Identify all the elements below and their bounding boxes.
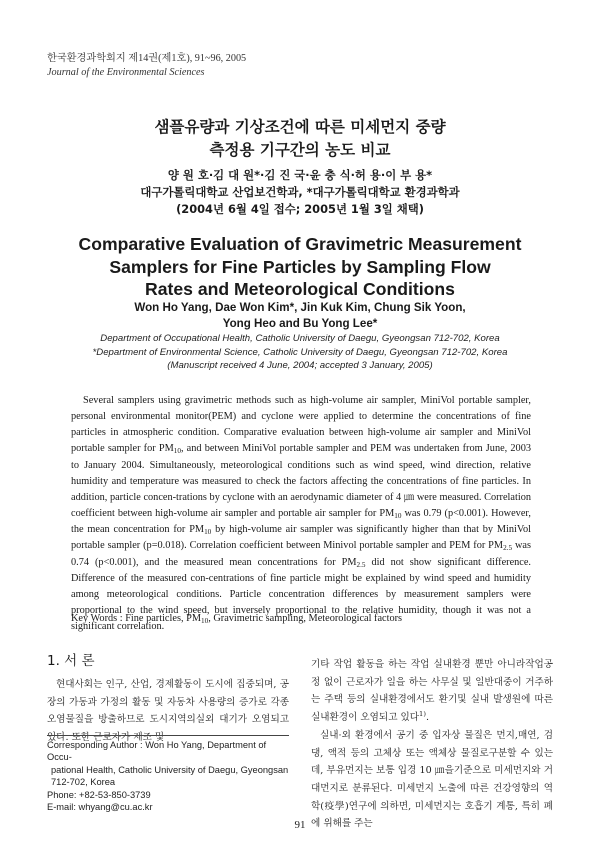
body-text: 실내·외 환경에서 공기 중 입자상 물질은 먼지, (320, 729, 518, 741)
abstract-text: did not show significant difference. Difference of the measured con- (71, 556, 532, 584)
correspondence-email: E-mail: whyang@cu.ac.kr (47, 802, 153, 813)
abstract-text: PM (189, 524, 205, 536)
affiliation-dept1: Department of Occupational Health, Catholic University of Daegu, Gyeongsan 712-702, Korea (100, 333, 500, 344)
body-text: 실외 대기가 오염되고 있다. 또한 근로자가 제조 및 (47, 714, 289, 744)
body-text: 구분할 수 있는데, 부유먼지는 보통 입경 10 ㎛을 (311, 747, 553, 777)
body-paragraph (311, 727, 553, 833)
abstract-paragraph (71, 393, 531, 635)
correspondence-line: pational Health, Catholic University of Daegu, Gyeongsan (51, 764, 289, 775)
abstract-text: were measured. Correlation coefficient between high- (71, 491, 531, 520)
title-korean-line1: 샘플유량과 기상조건에 따른 미세먼지 중량 (154, 118, 446, 136)
body-text: 기준으로 미세먼지와 거대먼지로 분류된다. 미세먼 (311, 765, 553, 794)
abstract-text: proportional to the relative humidity, though it was not a significant correlation. (71, 605, 531, 633)
abstract-text: measured mean concentrations for PM (183, 556, 357, 568)
citation-ref: 1) (419, 709, 426, 718)
subscript: 10 (200, 617, 209, 625)
correspondence-footnote (47, 739, 289, 813)
affiliations-english (0, 332, 600, 373)
keywords-label: Key Words (71, 613, 118, 624)
abstract-text: centrations of fine particle might be explained by wind speed and humidity among meteorological conditions. (71, 572, 532, 600)
subscript: 2.5 (356, 560, 366, 569)
body-text: 의 증가로 각종 오염물질을 방출하므로 도시지역의 (47, 696, 289, 726)
keywords-text: Fine particles, PM (125, 613, 201, 624)
body-column-right (311, 656, 553, 833)
footnote-divider (47, 735, 289, 736)
abstract-text: Simultaneously, meteorological conditions such as wind speed, wind direction, relative humidity and temperature (71, 459, 531, 487)
journal-citation-ko: 한국환경과학회지 제14권(제1호), 91~96, 2005 (47, 53, 247, 64)
abstract-text: by high-volume air sampler was significantly higher than that by MiniVol portable sampler (p=0.018). (71, 524, 531, 552)
body-text: . (425, 712, 430, 724)
affiliation-dept2: *Department of Environmental Science, Catholic University of Daegu, Gyeongsan 712-702, Korea (92, 346, 508, 358)
manuscript-received: (Manuscript received 4 June, 2004; accepted 3 January, 2005) (167, 360, 433, 371)
body-text: 작업공정 없이 근로자가 일을 하는 사무실 및 일반 (311, 659, 553, 688)
subscript: 10 (173, 447, 181, 456)
body-paragraph (47, 676, 289, 747)
abstract-text: was 0.74 (p<0.001), and the (71, 540, 531, 568)
authors-english (0, 300, 600, 332)
section-heading: 1. 서 론 (47, 653, 95, 669)
abstract-text: Particle concentration differences by measurement samplers were proportional to the wind speed, but inversely (71, 588, 532, 617)
title-english-line1: Comparative Evaluation of Gravimetric Measurement (78, 234, 522, 254)
body-column-left (47, 676, 289, 747)
body-text: 기타 작업 활동을 하는 작업 실내환경 뿐만 아니라 (311, 659, 526, 670)
affiliation-korean: 대구가톨릭대학교 산업보건학과, *대구가톨릭대학교 환경과학과 (140, 185, 460, 199)
journal-name-en: Journal of the Environmental Sciences (47, 67, 205, 78)
abstract-text: was measured to check the factors affecting the concentrations of fine particles. In addition, particle concen- (71, 475, 531, 503)
title-english-line2: Samplers for Fine Particles by Sampling Flow (109, 256, 491, 277)
abstract-text: Several samplers using gravimetric methods such as high-volume air sampler, MiniVol portable sampler, (83, 395, 531, 406)
title-korean-line2: 측정용 기구간의 농도 비교 (209, 141, 391, 159)
authors-korean-block (0, 167, 600, 218)
page-number: 91 (294, 819, 306, 831)
title-english (0, 233, 600, 301)
abstract-text: was 0.79 (p<0.001). However, the mean concentration for (71, 508, 531, 536)
abstract-text: , and between MiniVol portable sampler and PEM was undertaken from June, 2003 to January 2004. (71, 443, 532, 471)
keywords: Key Words : Fine particles, $PM_{10}$, Gravimetric sampling, Meteorological factors (71, 613, 403, 625)
body-text: 현대사회는 인구, 산업, 경제활동이 도시에 집중 (56, 679, 255, 690)
keywords-text: , Gravimetric sampling, Meteorological factors (208, 613, 403, 624)
authors-english-line2: Yong Heo and Bu Yong Lee* (222, 317, 378, 330)
abstract-text: personal environmental monitor(PEM) and cyclone were applied to determine the concentrations of fine particles (71, 411, 531, 439)
abstract-text: in atmospheric condition. Comparative evaluation between high-volume air sampler and MiniVol portable sampler (71, 427, 531, 455)
subscript: 10 (394, 512, 402, 521)
body-text: 매연, 검댕, 액적 등의 고체상 또는 액체상 물질로 (311, 729, 553, 759)
subscript: 2.5 (503, 544, 513, 553)
abstract (71, 393, 531, 635)
body-paragraph (311, 656, 553, 727)
correspondence-phone: Phone: +82-53-850-3739 (47, 789, 151, 800)
title-english-line3: Rates and Meteorological Conditions (145, 279, 455, 299)
body-text: 면, 미세먼지는 호흡기 계통, 특히 폐에 위해를 주는 (311, 800, 554, 830)
journal-header (47, 52, 246, 80)
received-korean: (2004년 6월 4일 접수; 2005년 1월 3일 채택) (176, 202, 424, 216)
abstract-text: for PM (143, 443, 174, 455)
abstract-text: trations by cyclone with an aerodynamic diameter of 4 (176, 491, 404, 503)
abstract-unit: ㎛ (403, 491, 415, 503)
body-text: 및 실내 발생원에 따른 실내환경이 오염되고 있다 (311, 694, 553, 724)
body-text: 대중이 거주하는 주택 등의 실내환경에서도 환기 (311, 676, 553, 706)
title-korean (0, 116, 600, 162)
body-text: 되며, 공장의 가동과 가정의 활동 및 자동차 사용량 (47, 679, 289, 708)
authors-korean: 양 원 호·김 대 원*·김 진 국·윤 충 식·허 용·이 부 용* (167, 168, 433, 182)
authors-english-line1: Won Ho Yang, Dae Won Kim*, Jin Kuk Kim, Chung Sik Yoon, (134, 301, 466, 314)
abstract-text: Correlation coefficient between Minivol portable sampler and PEM for PM (189, 540, 504, 552)
abstract-text: volume air sampler and portable air sampler for PM (176, 508, 395, 520)
subscript: 10 (204, 528, 212, 537)
body-text: 지 노출에 따른 건강영향의 역학(疫學)연구에 의하 (311, 782, 553, 812)
correspondence-line: Corresponding Author : Won Ho Yang, Department of Occu- (47, 740, 267, 763)
correspondence-line: 712-702, Korea (51, 777, 116, 788)
